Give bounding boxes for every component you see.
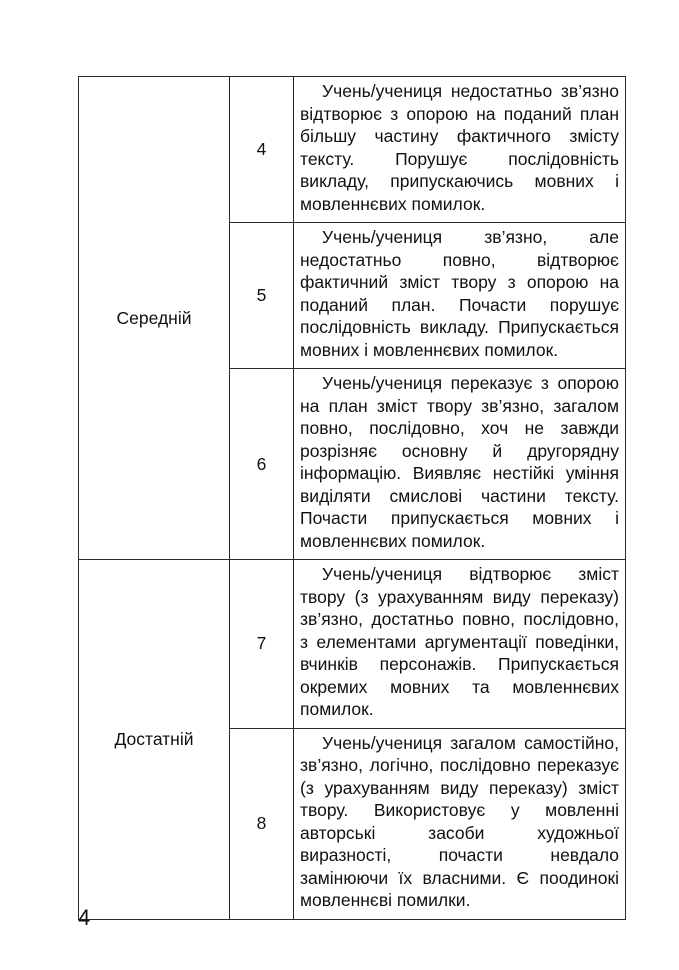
table-row (79, 77, 626, 223)
table-row (79, 560, 626, 729)
level-cell-sufficient: Достатній (79, 560, 230, 920)
score-cell: 4 (230, 77, 294, 223)
score-cell: 6 (230, 369, 294, 560)
description-cell: Учень/учениця переказує з опорою на план зміст твору зв’язно, загалом повно, послідовно, хоч не завжди розрізняє основну й другорядну інформацію. Виявляє нестійкі уміння виділяти смислові частини тексту. Почасти припускається мовних і мовленнєвих помилок. (294, 369, 626, 560)
description-cell: Учень/учениця загалом самостійно, зв’язно, логічно, послідовно переказує (з урахуванням виду переказу) зміст твору. Використовує у мовленні авторські засоби художньої виразності, почасти невдало замінюючи їх власними. Є поодинокі мовленнєві помилки. (294, 728, 626, 919)
score-cell: 8 (230, 728, 294, 919)
score-cell: 7 (230, 560, 294, 729)
assessment-criteria-table (78, 76, 626, 920)
score-cell: 5 (230, 223, 294, 369)
description-cell: Учень/учениця недостатньо зв’язно відтворює з опорою на поданий план більшу частину фактичного змісту тексту. Порушує послідовність викладу, припускаючись мовних і мовленнєвих помилок. (294, 77, 626, 223)
description-cell: Учень/учениця відтворює зміст твору (з урахуванням виду переказу) зв’язно, достатньо повно, послідовно, з елементами аргументації поведінки, вчинків персонажів. Припускається окремих мовних та мовленнєвих помилок. (294, 560, 626, 729)
description-cell: Учень/учениця зв’язно, але недостатньо повно, відтворює фактичний зміст твору з опорою на поданий план. Почасти порушує послідовність викладу. Припускається мовних і мовленнєвих помилок. (294, 223, 626, 369)
level-cell-medium: Середній (79, 77, 230, 560)
page-number: 4 (78, 905, 91, 930)
